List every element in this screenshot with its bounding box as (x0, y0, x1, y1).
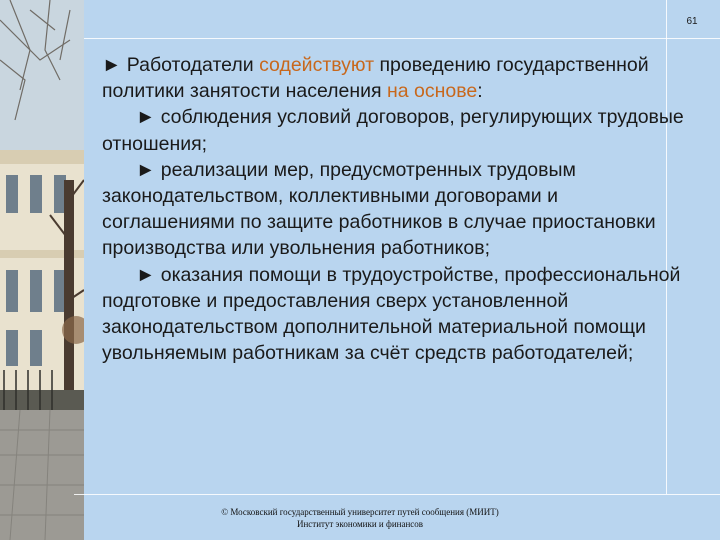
intro-colon: : (477, 80, 483, 103)
top-divider (84, 38, 720, 39)
intro-text: проведению государственной политики занятости населения (102, 54, 649, 103)
list-item: ► соблюдения условий договоров, регулирующих трудовые отношения; (102, 106, 684, 155)
intro-paragraph (102, 52, 694, 104)
footer (160, 506, 560, 530)
footer-institute: Институт экономики и финансов (296, 519, 424, 529)
intro-word-employers: Работодатели (126, 54, 254, 76)
intro-highlight-contribute: содействуют (259, 54, 375, 76)
intro-highlight-basis: на основе (387, 80, 478, 103)
building-photo-image (0, 0, 84, 540)
slide-body (102, 52, 694, 366)
intro-arrow: ► (102, 54, 122, 76)
building-photo (0, 0, 84, 540)
footer-copyright: © Московский государственный университет путей сообщения (МИИТ) (221, 507, 499, 517)
page-number: 61 (686, 16, 698, 27)
list-item: ► оказания помощи в трудоустройстве, профессиональной подготовке и предоставления сверх установленной законодательством дополнительной материальной помощи увольняемым работникам за счёт средств работодателей; (102, 263, 681, 365)
list-item: ► реализации мер, предусмотренных трудовым законодательством, коллективными договорами и соглашениями по защите работников в случае приостановки производства или увольнения работников; (102, 158, 656, 260)
bottom-divider (74, 494, 720, 495)
